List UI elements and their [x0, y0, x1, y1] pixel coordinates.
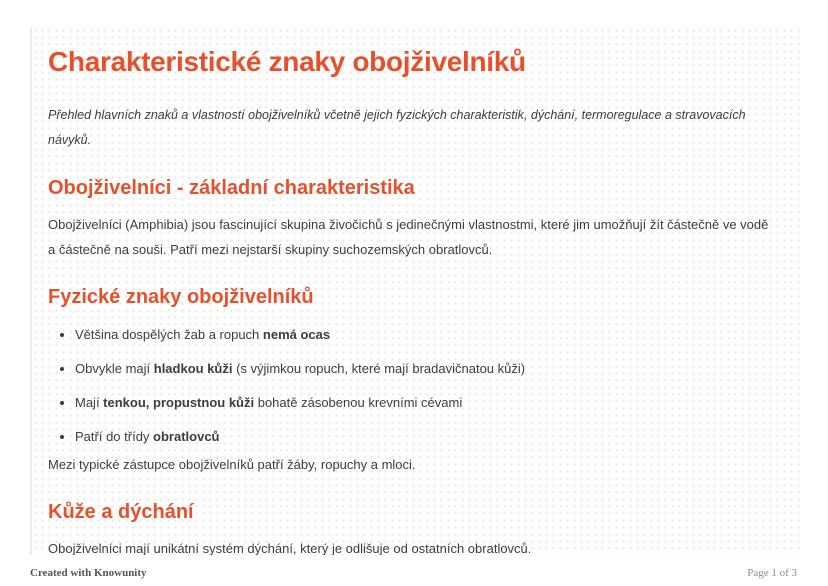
paragraph-typical-representatives: Mezi typické zástupce obojživelníků patří žáby, ropuchy a mloci.: [48, 457, 416, 472]
section-heading-skin-breathing: Kůže a dýchání: [48, 501, 194, 523]
section-heading-basic-characteristics: Obojživelníci - základní charakteristika: [48, 177, 415, 199]
footer-created-with: Created with Knowunity: [30, 567, 147, 579]
list-item: • Obvykle mají hladkou kůži (s výjimkou ropuch, které mají bradavičnatou kůži): [75, 356, 772, 381]
list-item: • Patří do třídy obratlovců: [75, 424, 772, 449]
paragraph-basic-characteristics: Obojživelníci (Amphibia) jsou fascinující skupina živočichů s jedinečnými vlastnostmi, které jim umožňují žít částečně ve vodě a částečně na souši. Patří mezi nejstarší skupiny suchozemských obratlovců.: [48, 217, 769, 257]
page-title: Charakteristické znaky obojživelníků: [48, 46, 526, 77]
page-footer: [30, 567, 797, 579]
bullet-list: [48, 322, 772, 449]
list-item: • Mají tenkou, propustnou kůži bohatě zásobenou krevními cévami: [75, 390, 772, 415]
footer-page-number: Page 1 of 3: [747, 567, 797, 579]
section-heading-physical-traits: Fyzické znaky obojživelníků: [48, 286, 314, 308]
document-subtitle: Přehled hlavních znaků a vlastností obojživelníků včetně jejich fyzických charakteristik, dýchání, termoregulace a stravovacích návyků.: [48, 108, 746, 147]
document-card: [30, 27, 800, 555]
paragraph-skin-breathing: Obojživelníci mají unikátní systém dýchání, který je odlišuje od ostatních obratlovců.: [48, 541, 532, 555]
list-item: • Většina dospělých žab a ropuch nemá ocas: [75, 322, 772, 347]
